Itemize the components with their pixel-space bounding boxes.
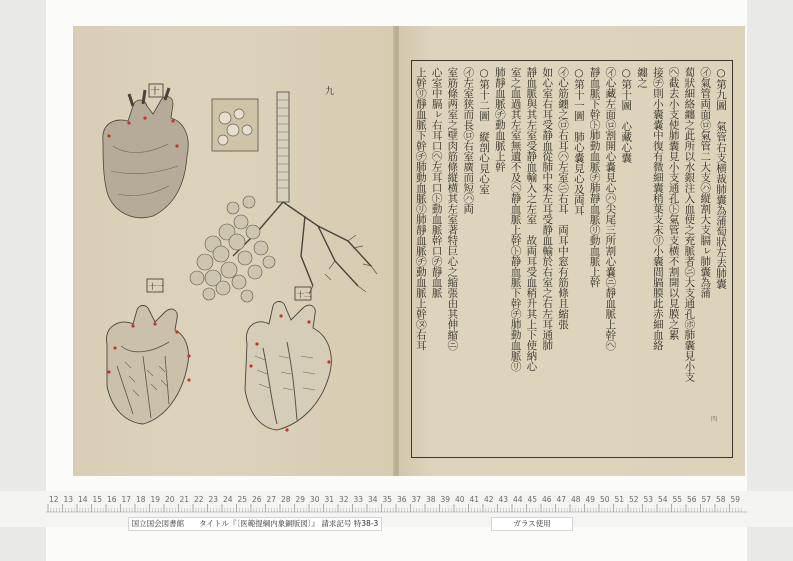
ruler-number: 25 — [237, 495, 248, 504]
ruler-number: 52 — [629, 495, 639, 504]
text-frame — [411, 60, 733, 458]
ruler-number: 57 — [701, 495, 712, 504]
ruler-number: 46 — [542, 495, 552, 504]
text-column: 如心室右耳受静血從肺中來左耳受静血輸於右室之右左耳通肺 — [541, 67, 554, 351]
text-column: ○第九圖 氣管右支横裁肺囊為蒲萄狀左去肺囊 — [715, 67, 727, 289]
ruler-number: 31 — [324, 495, 335, 504]
ruler-number: 43 — [498, 495, 509, 504]
ruler-number: 29 — [295, 495, 306, 504]
text-column: 心室中膈ㇾ右耳口㋬左耳口㋣動血脈幹口㋠靜血脈 — [430, 67, 443, 298]
ruler-number: 50 — [600, 495, 610, 504]
ruler-number: 56 — [687, 495, 697, 504]
text-column: ○第十一圖 肺心嚢見心及両耳 — [572, 67, 585, 216]
glass-note: ガラス使用 — [491, 517, 573, 531]
ruler-number: 40 — [455, 495, 465, 504]
figure-label-12: 十二 — [296, 290, 312, 299]
scanner-bed-left — [0, 0, 46, 561]
ruler-number: 32 — [339, 495, 349, 504]
figure-12-heart-section-drawing — [245, 302, 331, 432]
ruler-number: 37 — [411, 495, 422, 504]
figure-10-drawing — [103, 88, 188, 218]
figure-9-inset-drawing — [212, 99, 258, 151]
ruler-number: 17 — [121, 495, 132, 504]
ruler-number: 12 — [49, 495, 59, 504]
ruler-number: 18 — [136, 495, 146, 504]
page-number: 四 — [711, 416, 718, 423]
text-column: 室筋條两室之壁肉筋條縦横其左室著特巨心之縮張由其伸縮㋥ — [446, 67, 459, 351]
figure-label-9: 九 — [325, 87, 335, 97]
ruler-number: 47 — [556, 495, 567, 504]
ruler-number: 53 — [643, 495, 654, 504]
ruler-number: 48 — [571, 495, 581, 504]
ruler-number: 38 — [426, 495, 436, 504]
text-column: 蔔狀細絡纏之此所以水銀注入血使之充脈者㋥大支通孔㋭肺囊見小支 — [683, 67, 696, 382]
figure-label-10: 十 — [150, 87, 160, 97]
measuring-ruler — [0, 491, 793, 527]
open-book — [73, 26, 745, 476]
text-column: 靜血脈與其左室受静血輸入之左室 故両耳受血稍升其上下使納心 — [525, 67, 538, 372]
text-column: ㋑左室狭而長㋺右室廣而短㋩両 — [462, 67, 475, 214]
ruler-number: 36 — [397, 495, 407, 504]
ruler-number: 23 — [208, 495, 219, 504]
ruler-number: 13 — [63, 495, 74, 504]
anatomical-illustrations — [73, 26, 395, 476]
figure-label-11: 十一 — [148, 282, 164, 291]
ruler-number: 59 — [730, 495, 741, 504]
ruler-number: 27 — [266, 495, 277, 504]
ruler-number: 58 — [716, 495, 726, 504]
ruler-number: 19 — [150, 495, 161, 504]
ruler-number: 44 — [513, 495, 523, 504]
ruler-number: 22 — [194, 495, 204, 504]
figure-11-heart-drawing — [106, 306, 190, 425]
text-column: 上幹㋷靜血脈下幹㋠肺動血脈㋷肺靜血脈㋠動血脈上幹㋦右耳 — [414, 67, 427, 351]
ruler-number: 45 — [527, 495, 538, 504]
ruler-number: 33 — [353, 495, 364, 504]
text-column: ○第十圖 心藏心囊 — [620, 67, 633, 163]
figure-9-alveoli-drawing — [190, 196, 275, 302]
text-column: 肺靜血脈㋠動血脈上幹 — [493, 67, 506, 172]
ruler-number: 35 — [382, 495, 393, 504]
text-column: ㋑氣管両面㋺氣管二大支㋩縦割大支膈ㇾ肺囊為蒲 — [699, 67, 712, 298]
text-column: 室之血過其左室無遺不及㋬静血脈上幹㋣静血脈下幹㋠肺動血脈㋷ — [509, 67, 522, 372]
text-column: ㋬截去小支使肺囊見小支通孔㋣氣管支横不割開以見膜之累 — [667, 67, 680, 340]
text-column: 纏之 — [636, 67, 648, 88]
left-page — [73, 26, 395, 476]
ruler-number: 41 — [469, 495, 480, 504]
ruler-number: 26 — [252, 495, 262, 504]
ruler-number: 24 — [223, 495, 233, 504]
scanner-bed-right — [747, 0, 793, 561]
ruler-number: 20 — [165, 495, 175, 504]
ruler-number: 16 — [107, 495, 117, 504]
text-column: ㋑心藏左面㋺割開心嚢見心㋩尖尾三所割心嚢㋥靜血脈上幹㋬ — [604, 67, 617, 351]
ruler-number: 14 — [78, 495, 88, 504]
catalog-caption: 国立国会図書館 タイトル『〔医範提綱内象銅版図〕』 請求記号 特38-3 — [128, 517, 382, 531]
ruler-number: 55 — [672, 495, 683, 504]
ruler-number: 49 — [585, 495, 596, 504]
ruler-number: 39 — [440, 495, 451, 504]
ruler-scale — [0, 491, 793, 513]
ruler-number: 54 — [658, 495, 668, 504]
ruler-number: 34 — [368, 495, 378, 504]
ruler-number: 28 — [281, 495, 291, 504]
ruler-number: 15 — [92, 495, 103, 504]
ruler-number: 51 — [614, 495, 625, 504]
text-column: ㋑心筋纏之㋺右耳㋩左室㋥右耳 両耳中窓有筋條且縮張 — [557, 67, 569, 330]
text-column: 接㋠則小囊嚢中復有微細囊稍葉支末㋷小囊間膈膜此赤細血絡 — [651, 67, 664, 351]
text-column: ○第十二圖 縦剖心見心室 — [478, 67, 490, 195]
ruler-number: 30 — [310, 495, 320, 504]
text-column: 靜血脈下幹㋣肺動血脈㋠肺靜血脈㋷動血脈上幹 — [588, 67, 601, 288]
right-page — [399, 26, 745, 476]
ruler-number: 21 — [179, 495, 190, 504]
ruler-number: 42 — [484, 495, 494, 504]
